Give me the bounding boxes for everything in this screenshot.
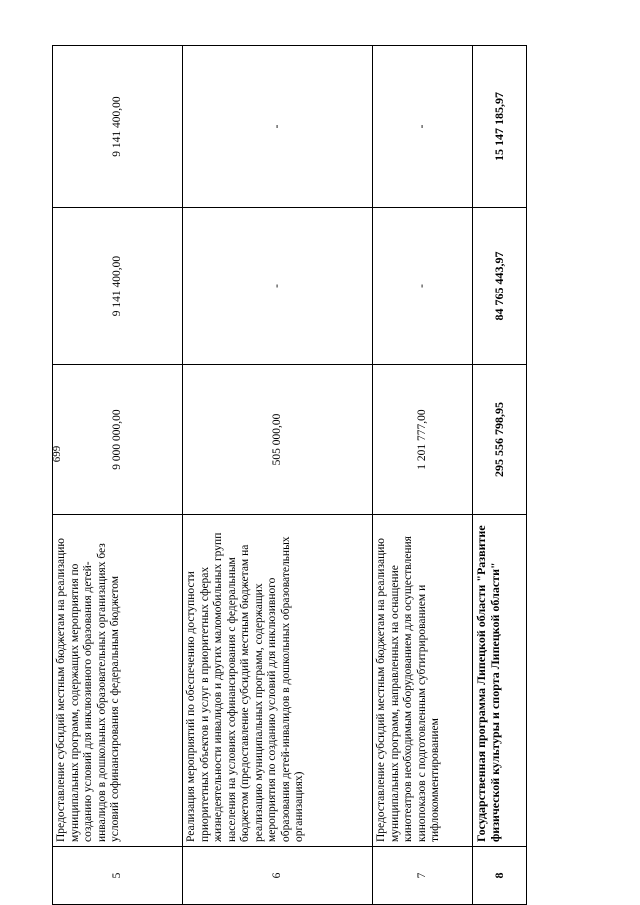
table-row bbox=[372, 45, 472, 905]
row-number: 5 bbox=[53, 847, 182, 905]
table-row-total bbox=[472, 45, 527, 905]
amount-col-1: 1 201 777,00 bbox=[373, 365, 472, 515]
table-row bbox=[52, 45, 182, 905]
amount-col-3: - bbox=[373, 45, 472, 208]
amount-col-1: 9 000 000,00 bbox=[53, 365, 182, 515]
amount-col-1: 295 556 798,95 bbox=[473, 365, 526, 515]
row-description: Реализация мероприятий по обеспечению доступности приоритетных объектов и услуг в приоритетных сферах жизнедеятельности инвалидов и других маломобильных групп населения на условиях софинансирования с федеральным бюджетом (предоставление субсидий местным бюджетам на реализацию муниципальных программ, содержащих мероприятия по созданию условий для инклюзивного образования детей-инвалидов в дошкольных образовательных организациях) bbox=[183, 515, 372, 847]
page-number: 699 bbox=[51, 445, 63, 463]
row-description: Предоставление субсидий местным бюджетам на реализацию муниципальных программ, содержащих мероприятия по созданию условий для инклюзивного образования детей-инвалидов в дошкольных образовательных организациях без условий софинансирования с федеральным бюджетом bbox=[53, 515, 182, 847]
amount-col-3: 9 141 400,00 bbox=[53, 45, 182, 208]
amount-col-3: 15 147 185,97 bbox=[473, 45, 526, 208]
budget-table bbox=[52, 45, 527, 905]
program-title: Государственная программа Липецкой области "Развитие физической культуры и спорта Липецкой области" bbox=[473, 515, 526, 847]
row-number: 7 bbox=[373, 847, 472, 905]
row-number: 6 bbox=[183, 847, 372, 905]
table-row bbox=[182, 45, 372, 905]
amount-col-2: - bbox=[373, 208, 472, 365]
row-number: 8 bbox=[473, 847, 526, 905]
amount-col-2: - bbox=[183, 208, 372, 365]
amount-col-1: 505 000,00 bbox=[183, 365, 372, 515]
amount-col-2: 84 765 443,97 bbox=[473, 208, 526, 365]
amount-col-2: 9 141 400,00 bbox=[53, 208, 182, 365]
amount-col-3: - bbox=[183, 45, 372, 208]
row-description: Предоставление субсидий местным бюджетам на реализацию муниципальных программ, направленных на оснащение кинотеатров необходимым оборудованием для осуществления кинопоказов с подготовленным субтитрированием и тифлокомментированием bbox=[373, 515, 472, 847]
